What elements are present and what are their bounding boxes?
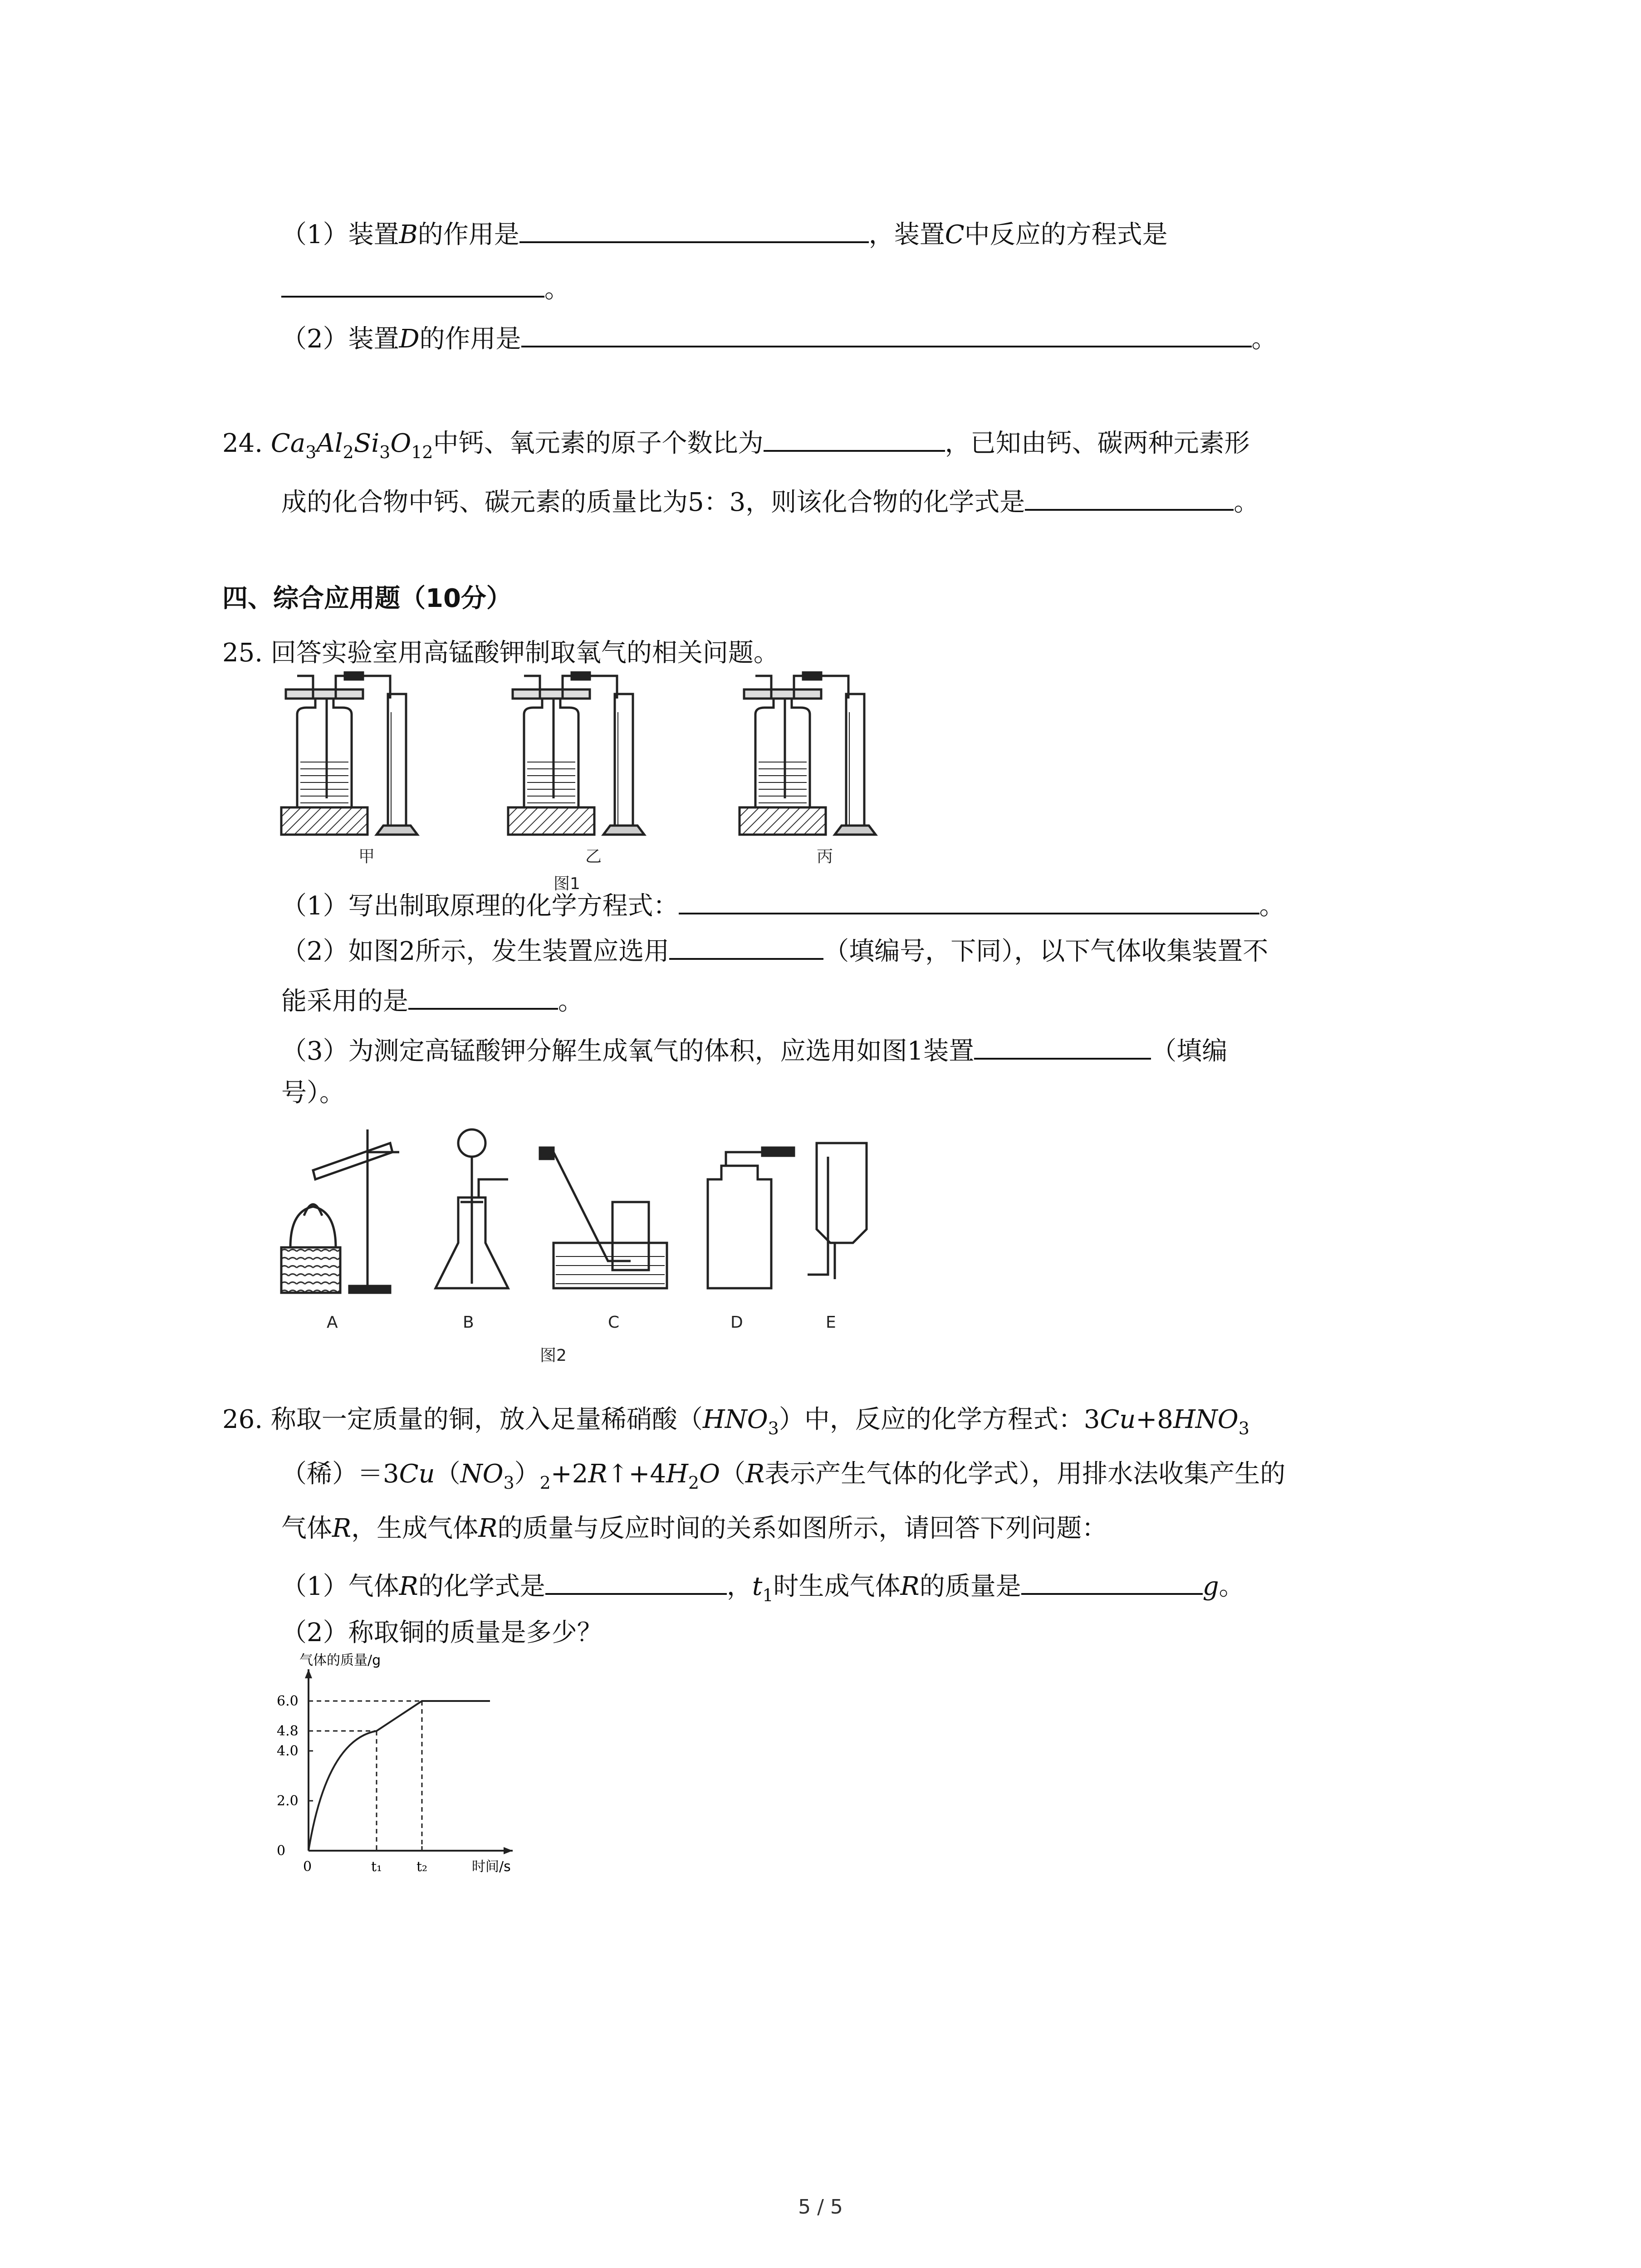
x-axis-label: 时间/s xyxy=(472,1859,511,1875)
q26-line1: 26. 称取一定质量的铜，放入足量稀硝酸$(HNO_3)$中，反应的化学方程式：$3Cu+8HNO_3$ xyxy=(222,1405,1249,1438)
q23-part1-cont: 。 xyxy=(281,268,570,308)
fig2-label-a: A xyxy=(327,1313,338,1332)
answer-blank[interactable] xyxy=(545,1565,727,1595)
q23-part2: （2）装置D的作用是 。 xyxy=(281,318,1277,357)
x-axis-arrow xyxy=(504,1847,513,1854)
y-axis-label: 气体的质量/g xyxy=(299,1652,381,1668)
fig2-label-c: C xyxy=(608,1313,620,1332)
q26-part2: （2）称取铜的质量是多少？ xyxy=(281,1618,603,1647)
x-tick-label: t₂ xyxy=(416,1859,428,1875)
fig1-label-b: 乙 xyxy=(585,847,602,866)
fig1-label-c: 丙 xyxy=(817,847,833,866)
q26-line3: 气体R，生成气体R的质量与反应时间的关系如图所示，请回答下列问题： xyxy=(281,1514,1107,1543)
page-number: 5 / 5 xyxy=(798,2195,843,2219)
y-tick-label: 0 xyxy=(277,1843,286,1859)
answer-blank[interactable] xyxy=(519,213,869,243)
q25-part1: （1）写出制取原理的化学方程式： 。 xyxy=(281,885,1285,924)
y-tick-label: 4.0 xyxy=(277,1743,299,1759)
answer-blank[interactable] xyxy=(1021,1565,1203,1595)
series-line xyxy=(309,1701,490,1851)
answer-blank[interactable] xyxy=(521,318,1252,347)
q26-line2: （稀）$=3Cu(NO_3)_2+2R↑+4H_2O(R$表示产生气体的化学式），用排水法收集产生的 xyxy=(281,1459,1286,1493)
fig2-label-b: B xyxy=(463,1313,474,1332)
mass-time-chart xyxy=(254,1651,544,1887)
figure-2-apparatus xyxy=(272,1125,885,1306)
q25-part3: （3）为测定高锰酸钾分解生成氧气的体积，应选用如图1装置 （填编 xyxy=(281,1030,1227,1070)
q26-part1: （1）气体R的化学式是 ，$t_1$时生成气体R的质量是 g。 xyxy=(281,1565,1244,1613)
q24-line1: 24. $Ca_3Al_2Si_3O_{12}$中钙、氧元素的原子个数比为 ，已知由钙、碳两种元素形 xyxy=(222,422,1250,470)
answer-blank[interactable] xyxy=(764,422,945,452)
answer-blank[interactable] xyxy=(669,930,823,960)
q24-line2: 成的化合物中钙、碳元素的质量比为5：3，则该化合物的化学式是 。 xyxy=(281,481,1259,521)
q25-part3-cont: 号）。 xyxy=(281,1078,345,1108)
y-tick-label: 6.0 xyxy=(277,1693,299,1709)
q25-part2-cont: 能采用的是 。 xyxy=(281,980,583,1020)
figure-1-apparatus xyxy=(272,671,935,848)
answer-blank[interactable] xyxy=(281,268,544,298)
fig1-caption: 图1 xyxy=(554,875,580,893)
fig2-caption: 图2 xyxy=(540,1346,567,1365)
answer-blank[interactable] xyxy=(679,885,1259,914)
x-tick-label: 0 xyxy=(303,1859,312,1875)
answer-blank[interactable] xyxy=(408,980,558,1010)
fig2-label-e: E xyxy=(826,1313,836,1332)
answer-blank[interactable] xyxy=(974,1030,1151,1060)
y-tick-label: 2.0 xyxy=(277,1793,299,1809)
section-title: 四、综合应用题（10分） xyxy=(222,584,512,613)
y-tick-label: 4.8 xyxy=(277,1723,299,1739)
y-axis-arrow xyxy=(305,1669,312,1678)
answer-blank[interactable] xyxy=(1025,481,1234,511)
q23-part1: （1）装置B的作用是 ，装置C中反应的方程式是 xyxy=(281,213,1168,253)
x-tick-label: t₁ xyxy=(371,1859,382,1875)
q25-part2: （2）如图2所示，发生装置应选用 （填编号，下同），以下气体收集装置不 xyxy=(281,930,1268,970)
fig1-label-a: 甲 xyxy=(358,847,375,866)
q25-stem: 25. 回答实验室用高锰酸钾制取氧气的相关问题。 xyxy=(222,638,779,668)
fig2-label-d: D xyxy=(730,1313,743,1332)
